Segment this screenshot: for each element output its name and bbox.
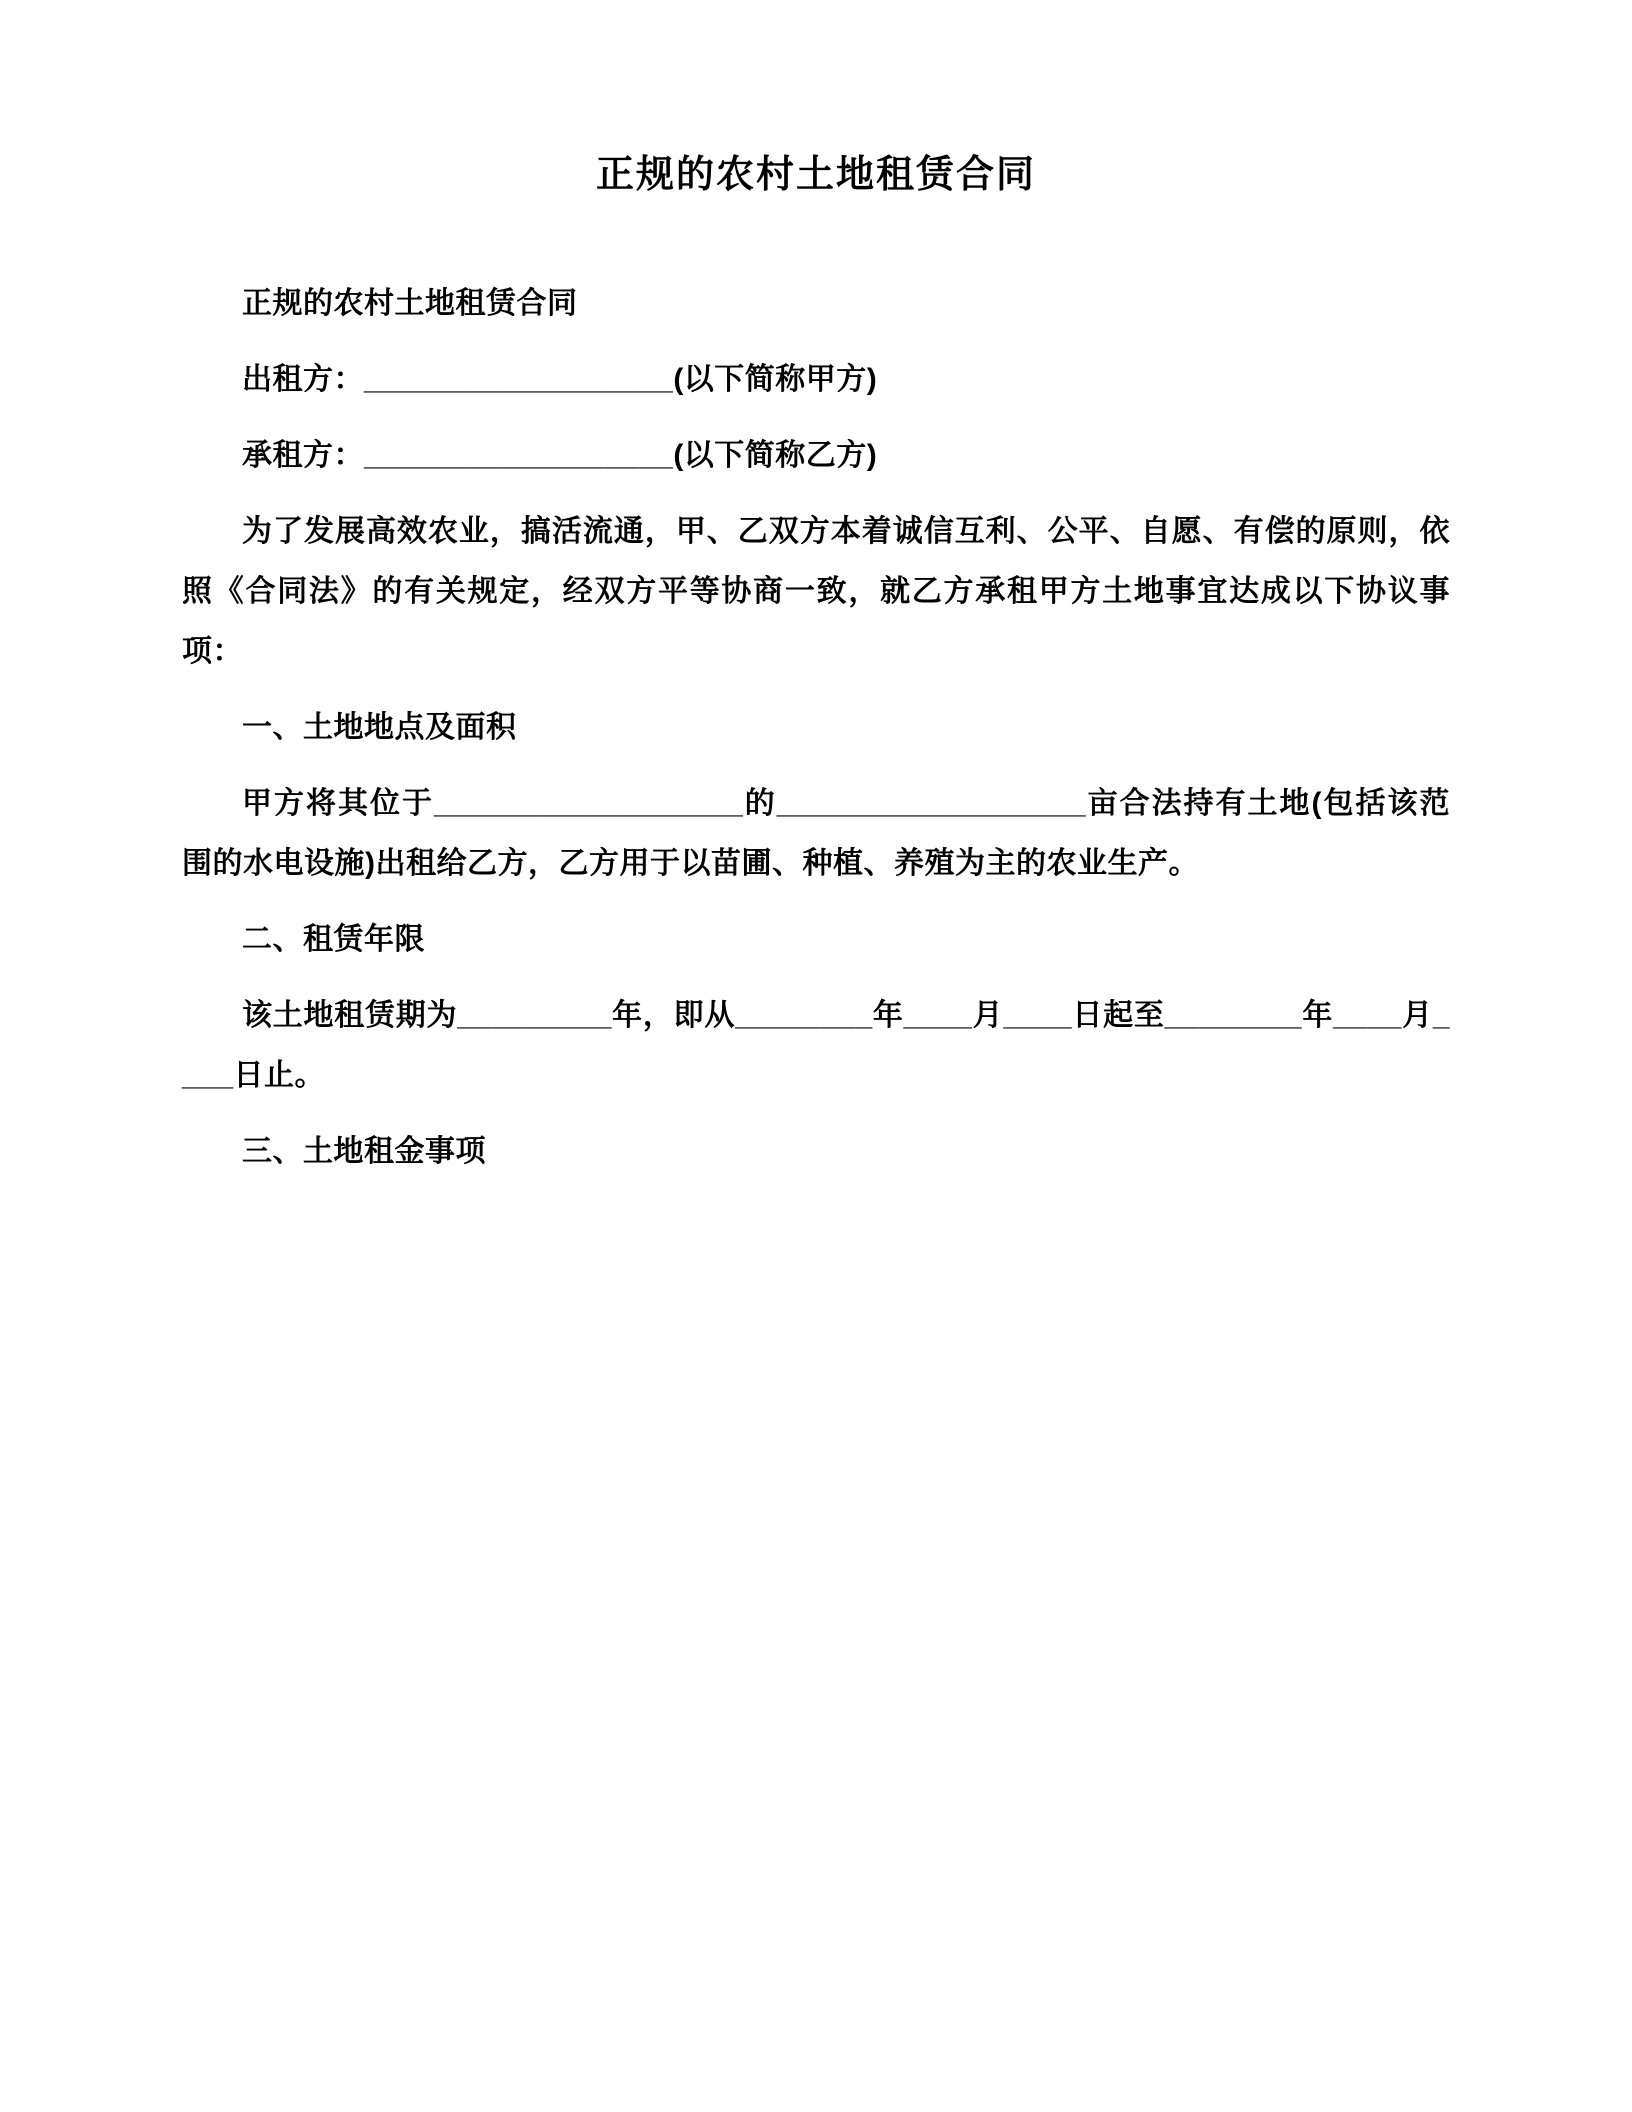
section-1-heading: 一、土地地点及面积	[242, 711, 517, 744]
document-title: 正规的农村土地租赁合同	[595, 154, 1036, 196]
section-3-heading: 三、土地租金事项	[242, 1135, 486, 1168]
paragraph-lessor-line: 出租方：__________________(以下简称甲方)	[242, 363, 878, 396]
section-1-body: 甲方将其位于__________________的__________________亩合法持有土地(包括该范围的水电设施)出租给乙方，乙方用于以苗圃、种植、养殖为主的农业生产。	[182, 787, 1450, 880]
paragraph-subtitle: 正规的农村土地租赁合同	[242, 287, 578, 320]
section-2-heading: 二、租赁年限	[242, 923, 425, 956]
paragraph-preamble: 为了发展高效农业，搞活流通，甲、乙双方本着诚信互利、公平、自愿、有偿的原则，依照《合同法》的有关规定，经双方平等协商一致，就乙方承租甲方土地事宜达成以下协议事项：	[182, 515, 1450, 668]
paragraph-lessee-line: 承租方：__________________(以下简称乙方)	[242, 439, 878, 472]
section-2-body: 该土地租赁期为_________年，即从________年____月____日起至________年____月____日止。	[182, 999, 1450, 1092]
document-body	[182, 274, 1450, 1182]
